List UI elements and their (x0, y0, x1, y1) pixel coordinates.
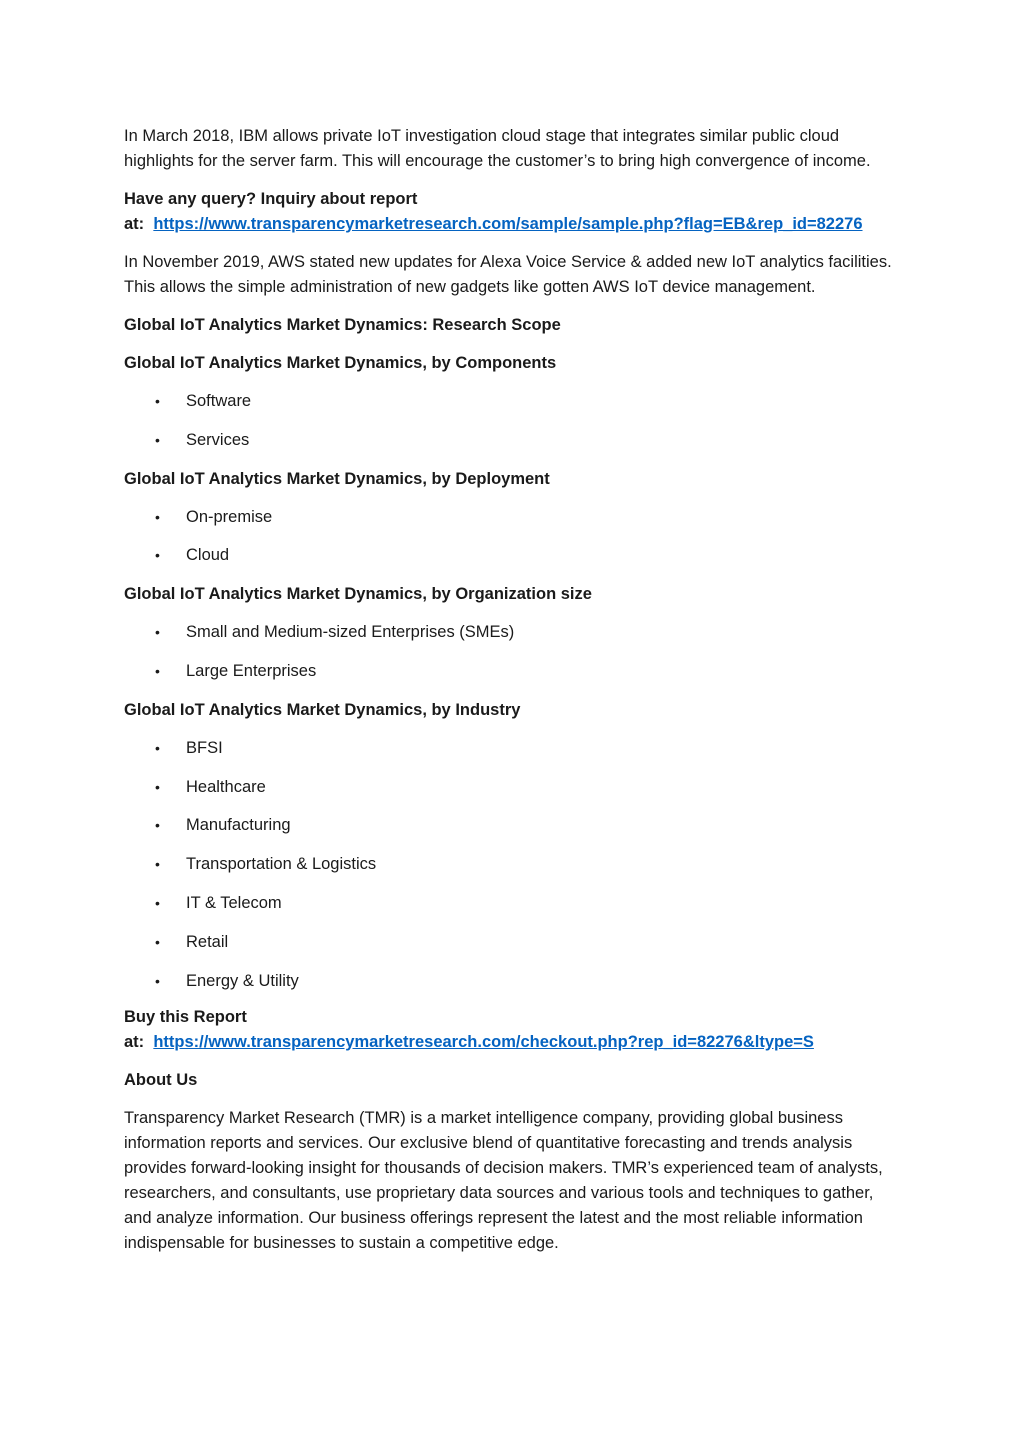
document-page (124, 124, 904, 1269)
buy-block (124, 1005, 904, 1055)
list-item: • Cloud (124, 543, 904, 568)
about-heading: About Us (124, 1070, 198, 1089)
list-item: • Energy & Utility (124, 969, 904, 994)
list-item: • On-premise (124, 505, 904, 530)
bullet-icon: • (155, 739, 160, 756)
list-item: • Transportation & Logistics (124, 852, 904, 877)
list-item: • IT & Telecom (124, 891, 904, 916)
scope-heading: Global IoT Analytics Market Dynamics: Research Scope (124, 316, 561, 334)
list-item: • Small and Medium-sized Enterprises (SMEs) (124, 620, 904, 645)
bullet-icon: • (155, 778, 160, 795)
bullet-icon: • (155, 431, 160, 448)
list-item: • BFSI (124, 736, 904, 761)
bullet-icon: • (155, 894, 160, 911)
section-heading-deployment: Global IoT Analytics Market Dynamics, by Deployment (124, 469, 550, 488)
paragraph-aws: In November 2019, AWS stated new updates for Alexa Voice Service & added new IoT analytics facilities. This allows the simple administration of new gadgets like gotten AWS IoT device management. (124, 253, 892, 296)
list-item: • Software (124, 389, 904, 414)
inquiry-link[interactable]: https://www.transparencymarketresearch.com/sample/sample.php?flag=EB&rep_id=82276 (153, 215, 863, 233)
section-heading-components: Global IoT Analytics Market Dynamics, by Components (124, 354, 557, 372)
section-heading-organization-size: Global IoT Analytics Market Dynamics, by Organization size (124, 585, 592, 604)
list-item: • Retail (124, 930, 904, 955)
bullet-icon: • (155, 933, 160, 950)
bullet-icon: • (155, 856, 160, 873)
paragraph-ibm: In March 2018, IBM allows private IoT investigation cloud stage that integrates similar public cloud highlights for the server farm. This will encourage the customer’s to bring high convergence of income. (124, 127, 871, 170)
bullet-icon: • (155, 817, 160, 834)
list-item: • Services (124, 428, 904, 453)
deployment-list (124, 505, 904, 569)
bullet-icon: • (155, 508, 160, 525)
inquiry-line (124, 212, 904, 237)
bullet-icon: • (155, 662, 160, 679)
buy-line (124, 1030, 904, 1055)
inquiry-at-label: at: (124, 215, 145, 233)
inquiry-label: Have any query? Inquiry about report (124, 190, 418, 208)
buy-link[interactable]: https://www.transparencymarketresearch.com/checkout.php?rep_id=82276&ltype=S (153, 1032, 814, 1051)
bullet-icon: • (155, 547, 160, 564)
bullet-icon: • (155, 624, 160, 641)
list-item: • Large Enterprises (124, 659, 904, 684)
about-paragraph: Transparency Market Research (TMR) is a market intelligence company, providing global business information reports and services. Our exclusive blend of quantitative forecasting and trends analysis provides forward-looking insight for thousands of decision makers. TMR’s experienced team of analysts, researchers, and consultants, use proprietary data sources and various tools and techniques to gather, and analyze information. Our business offerings represent the latest and the most reliable information indispensable for businesses to sustain a competitive edge. (124, 1108, 883, 1252)
bullet-icon: • (155, 393, 160, 409)
buy-label: Buy this Report (124, 1007, 247, 1026)
inquiry-block (124, 187, 904, 237)
buy-at-label: at: (124, 1032, 145, 1051)
section-heading-industry: Global IoT Analytics Market Dynamics, by Industry (124, 700, 521, 719)
list-item: • Healthcare (124, 775, 904, 800)
components-list (124, 389, 904, 453)
industry-list (124, 736, 904, 994)
organization-size-list (124, 620, 904, 684)
bullet-icon: • (155, 972, 160, 989)
list-item: • Manufacturing (124, 813, 904, 838)
